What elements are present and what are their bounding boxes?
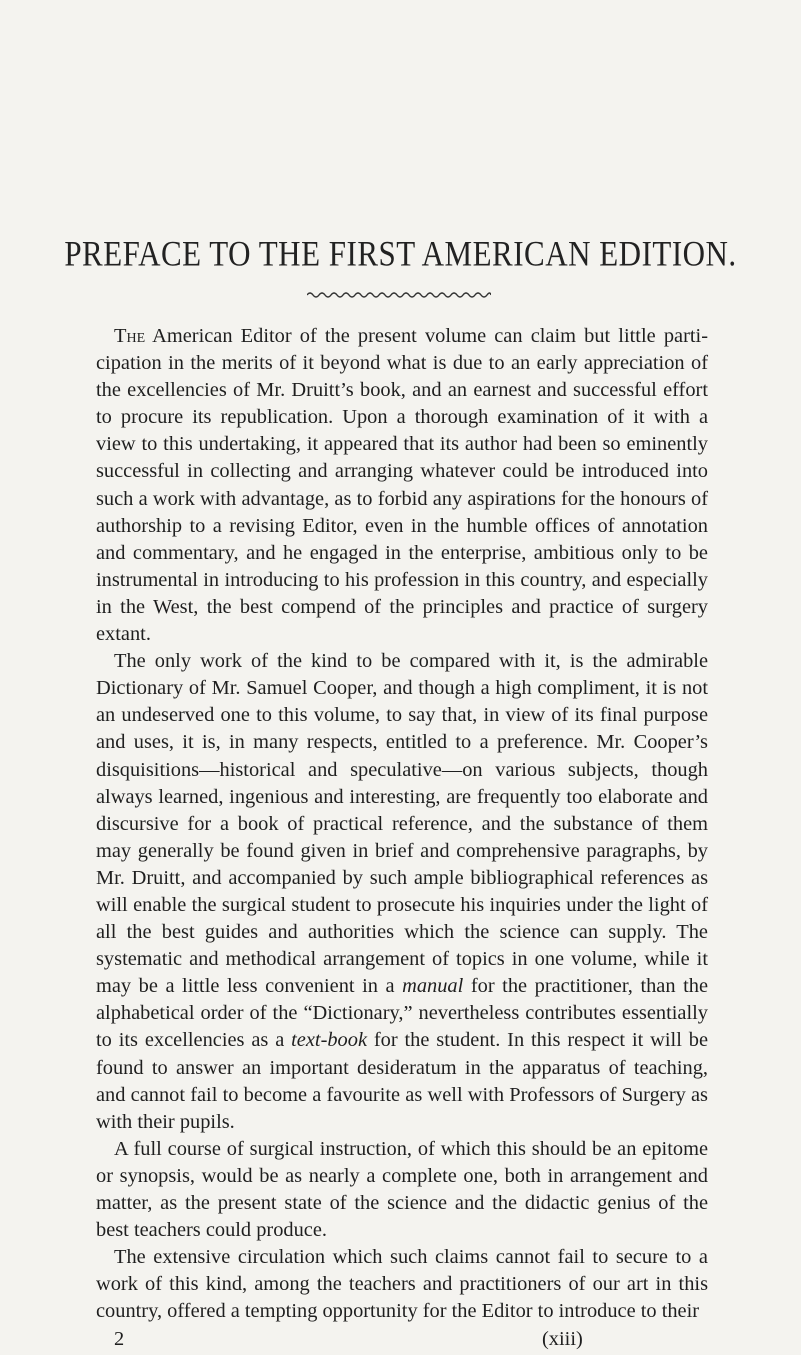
page-number: (xiii): [542, 1328, 583, 1350]
wavy-rule-ornament: [307, 290, 491, 300]
italic-term: text-book: [291, 1029, 367, 1052]
opening-word: The: [114, 325, 146, 347]
signature-mark: 2: [114, 1328, 125, 1350]
body-paragraph: [96, 1136, 708, 1244]
paragraph-text: American Editor of the present volume can claim but little participation in the merits of it beyond what is due to an early appreciation of the excellencies of Mr. Druitt’s book, and an earnest and successful effort to procure its republication. Upon a thorough examination of it with a view to this undertaking, it appeared that its author had been so eminently successful in collecting and arranging whatever could be introduced into such a work with advantage, as to forbid any aspirations for the honours of authorship to a revising Editor, even in the humble offices of annotation and commentary, and he engaged in the enterprise, ambitious only to be instrumental in introducing to his profession in this country, and especially in the West, the best compend of the principles and practice of surgery extant.: [96, 325, 708, 646]
paragraph-text: The only work of the kind to be compared with it, is the admirable Dictionary of Mr. Samuel Cooper, and though a high compliment, it is not an undeserved one to this volume, to say that, in view of its final purpose and uses, it is, in many respects, entitled to a preference. Mr. Cooper’s disquisitions—historical and speculative—on various subjects, though always learned, ingenious and interesting, are frequently too elaborate and discursive for a book of practical reference, and the substance of them may generally be found given in brief and comprehensive paragraphs, by Mr. Druitt, and accompanied by such ample bibliographical references as will enable the surgical student to prosecute his inquiries under the light of all the best guides and authorities which the science can supply. The systematic and methodical arrangement of topics in one volume, while it may be a little less convenient in a: [96, 650, 708, 998]
body-paragraph: [96, 1244, 708, 1325]
body-paragraph: [96, 323, 708, 648]
body-paragraph: [96, 648, 708, 1136]
page-footer: [96, 1326, 708, 1352]
preface-body: [96, 323, 708, 1325]
italic-term: manual: [402, 975, 464, 998]
page-title: PREFACE TO THE FIRST AMERICAN EDITION.: [64, 233, 737, 274]
paragraph-text: The extensive circulation which such claims cannot fail to secure to a work of this kind, among the teachers and practitioners of our art in this country, offered a tempting opportunity for the Editor to introduce to their: [96, 1246, 708, 1323]
paragraph-text: for the practitioner, than the alphabetical order of the “Dictionary,” nevertheless contributes essentially to its excellencies as a: [96, 975, 709, 1052]
paragraph-text: for the student. In this respect it will be found to answer an important desideratum in the apparatus of teaching, and cannot fail to become a favourite as well with Professors of Surgery as with their pupils.: [96, 1029, 708, 1133]
paragraph-text: A full course of surgical instruction, of which this should be an epitome or synopsis, would be as nearly a complete one, both in arrangement and matter, as the present state of the science and the didactic genius of the best teachers could produce.: [96, 1137, 708, 1242]
